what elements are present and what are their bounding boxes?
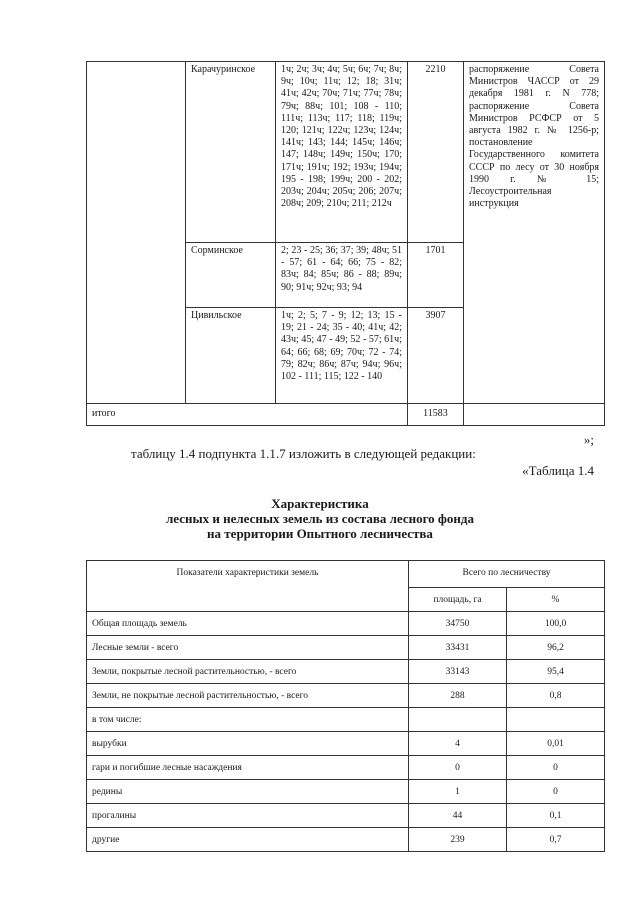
- row-area: 33143: [409, 660, 507, 684]
- title-line: на территории Опытного лесничества: [207, 526, 433, 541]
- district-name: Карачуринское: [186, 62, 276, 243]
- district-blocks: 1ч; 2; 5; 7 - 9; 12; 13; 15 - 19; 21 - 24; 35 - 40; 41ч; 42; 43ч; 45; 47 - 49; 52 - 57; 61ч; 64; 66; 68; 69; 70ч; 72 - 74; 79; 82ч; 86ч; 87ч; 94ч; 96ч; 102 - 111; 115; 122 - 140: [276, 308, 408, 404]
- total-row: [87, 404, 605, 426]
- row-pct: 0: [507, 756, 605, 780]
- row-label: Земли, не покрытые лесной растительностью, - всего: [87, 684, 409, 708]
- table-row: [87, 828, 605, 852]
- header-area: площадь, га: [409, 588, 507, 612]
- table-label: «Таблица 1.4: [522, 463, 594, 478]
- total-doc-cell: [464, 404, 605, 426]
- row-label: Лесные земли - всего: [87, 636, 409, 660]
- amendment-paragraph: таблицу 1.4 подпункта 1.1.7 изложить в следующей редакции:: [131, 446, 476, 461]
- row-label: в том числе:: [87, 708, 409, 732]
- table-row: [87, 612, 605, 636]
- legal-basis: распоряжение Совета Министров ЧАССР от 29 декабря 1981 г. N 778; распоряжение Совета Министров РСФСР от 5 августа 1982 г. № 1256-р; постановление Государственного комитета СССР по лесу от 30 ноября 1990 г. № 15; Лесоустроительная инструкция: [464, 62, 605, 404]
- row-pct: 0,01: [507, 732, 605, 756]
- row-area: [409, 708, 507, 732]
- row-area: 239: [409, 828, 507, 852]
- table-row: [87, 756, 605, 780]
- table-row: [87, 684, 605, 708]
- row-pct: 95,4: [507, 660, 605, 684]
- district-name: Цивильское: [186, 308, 276, 404]
- district-area: 1701: [408, 243, 464, 308]
- row-area: 34750: [409, 612, 507, 636]
- title-line: Характеристика: [271, 496, 369, 511]
- row-pct: 100,0: [507, 612, 605, 636]
- row-pct: 0,8: [507, 684, 605, 708]
- row-pct: 0: [507, 780, 605, 804]
- row-area: 0: [409, 756, 507, 780]
- header-total: Всего по лесничеству: [409, 561, 605, 588]
- row-pct: 0,7: [507, 828, 605, 852]
- row-area: 33431: [409, 636, 507, 660]
- header-indicator: Показатели характеристики земель: [87, 561, 409, 612]
- row-area: 44: [409, 804, 507, 828]
- total-area: 11583: [408, 404, 464, 426]
- row-label: прогалины: [87, 804, 409, 828]
- district-blocks: 2; 23 - 25; 36; 37; 39; 48ч; 51 - 57; 61 - 64; 66; 75 - 82; 83ч; 84; 85ч; 86 - 88; 89ч; 90; 91ч; 92ч; 93; 94: [276, 243, 408, 308]
- title-line: лесных и нелесных земель из состава лесного фонда: [166, 511, 474, 526]
- table-header-row: [87, 561, 605, 588]
- district-name: Сорминское: [186, 243, 276, 308]
- row-area: 1: [409, 780, 507, 804]
- table-row: [87, 660, 605, 684]
- table-row: [87, 708, 605, 732]
- table-row: [87, 732, 605, 756]
- table-row: [87, 62, 605, 243]
- table-title: [0, 496, 640, 541]
- row-label: Общая площадь земель: [87, 612, 409, 636]
- row-label: редины: [87, 780, 409, 804]
- land-characteristics-table: [86, 560, 605, 852]
- row-area: 4: [409, 732, 507, 756]
- row-label: Земли, покрытые лесной растительностью, - всего: [87, 660, 409, 684]
- table-row: [87, 780, 605, 804]
- row-number-cell: [87, 62, 186, 404]
- forest-district-table: [86, 61, 605, 426]
- row-label: вырубки: [87, 732, 409, 756]
- header-pct: %: [507, 588, 605, 612]
- district-area: 3907: [408, 308, 464, 404]
- row-label: другие: [87, 828, 409, 852]
- row-pct: 0,1: [507, 804, 605, 828]
- district-blocks: 1ч; 2ч; 3ч; 4ч; 5ч; 6ч; 7ч; 8ч; 9ч; 10ч; 11ч; 12; 18; 31ч; 41ч; 42ч; 70ч; 71ч; 77ч; 78ч; 79ч; 88ч; 101; 108 - 110; 111ч; 113ч; 117; 118; 119ч; 120; 121ч; 122ч; 123ч; 124ч; 141ч; 143; 144; 145ч; 146ч; 147; 148ч; 149ч; 150ч; 170; 171ч; 191ч; 192; 193ч; 194ч; 195 - 198; 199ч; 200 - 202; 203ч; 204ч; 205ч; 206; 207ч; 208ч; 209; 210ч; 211; 212ч: [276, 62, 408, 243]
- total-label: итого: [87, 404, 408, 426]
- row-pct: 96,2: [507, 636, 605, 660]
- table-row: [87, 636, 605, 660]
- row-pct: [507, 708, 605, 732]
- row-label: гари и погибшие лесные насаждения: [87, 756, 409, 780]
- table-row: [87, 804, 605, 828]
- closing-quote: »;: [583, 432, 594, 447]
- row-area: 288: [409, 684, 507, 708]
- district-area: 2210: [408, 62, 464, 243]
